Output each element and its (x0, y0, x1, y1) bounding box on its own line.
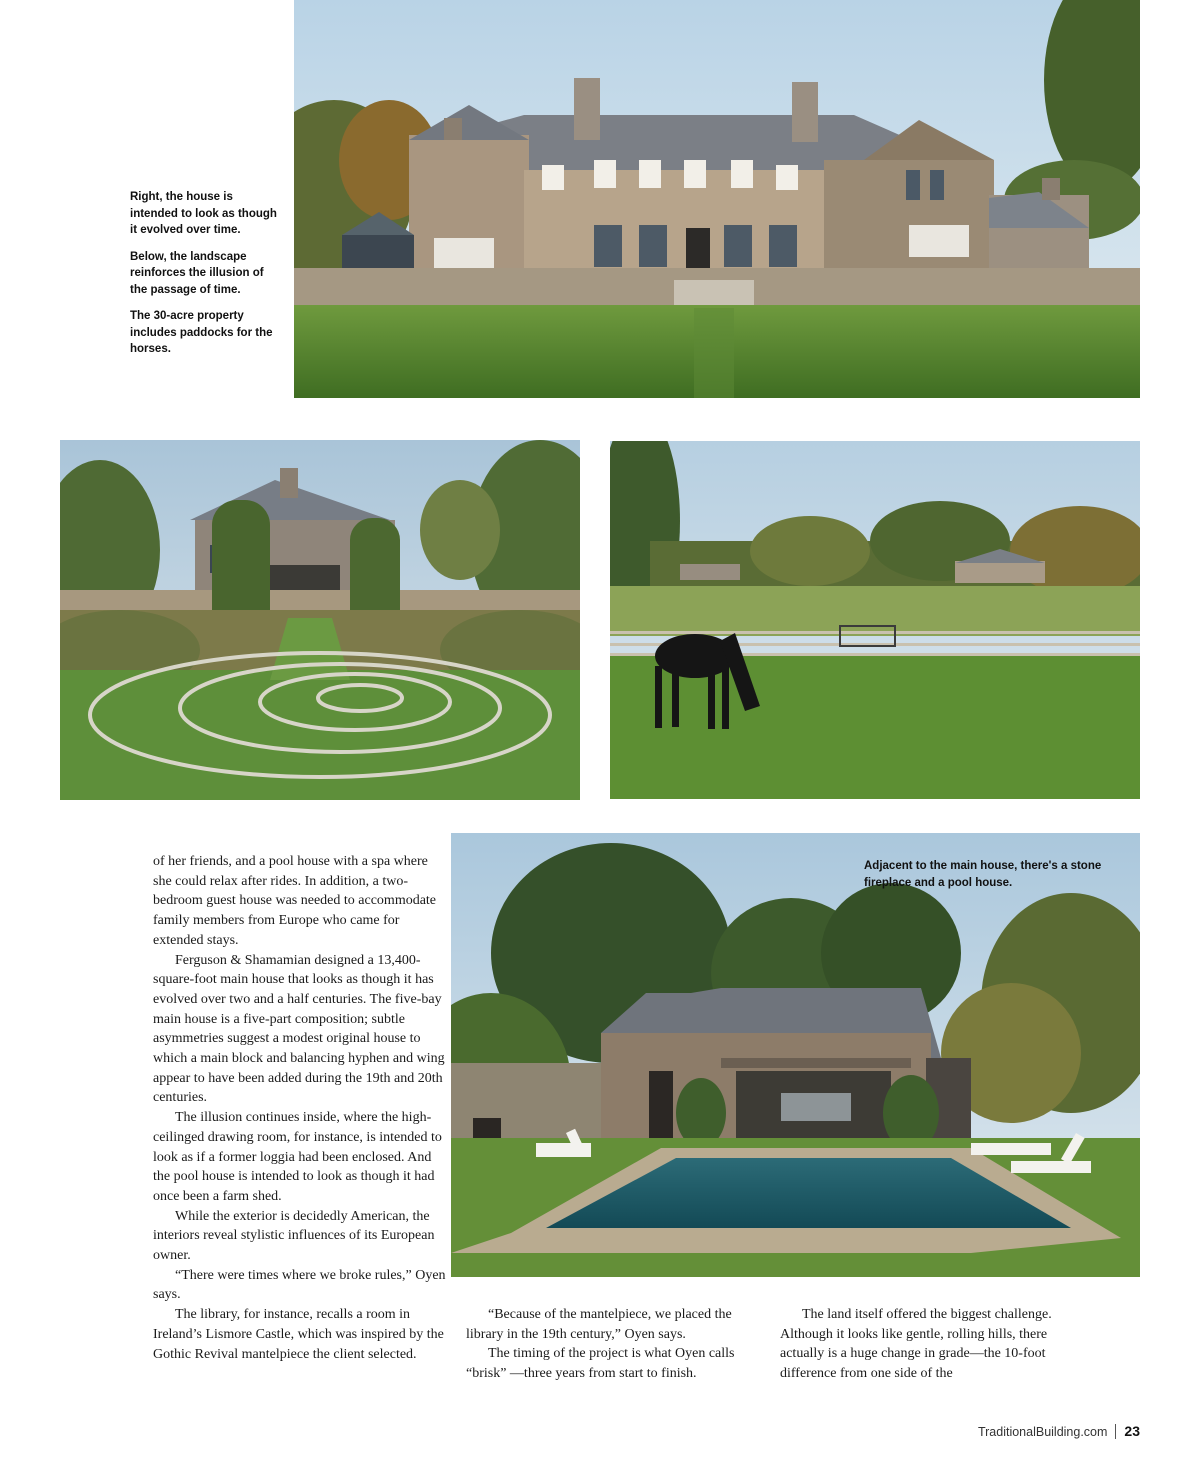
main-house-captions (130, 189, 282, 368)
paragraph: The library, for instance, recalls a room in Ireland’s Lismore Castle, which was inspired by the Gothic Revival mantelpiece the client selected. (153, 1307, 444, 1362)
paragraph: While the exterior is decidedly American, the interiors reveal stylistic influences of its European owner. (153, 1208, 435, 1264)
pool-house-photo (451, 833, 1140, 1277)
page-number: 23 (1124, 1423, 1140, 1439)
footer-website[interactable]: TraditionalBuilding.com (977, 1425, 1108, 1439)
page-footer (978, 1423, 1140, 1441)
paragraph: The illusion continues inside, where the high-ceilinged drawing room, for instance, is intended to look as if a former loggia had been enclosed. And the pool house is intended to look as though it had once been a farm shed. (153, 1110, 442, 1204)
caption-house-evolved: Right, the house is intended to look as though it evolved over time. (130, 191, 277, 236)
paragraph: Ferguson & Shamamian designed a 13,400-square-foot main house that looks as though it has evolved over two and a half centuries. The five-bay main house is a five-part composition; subtle asymmetries suggest a modest original house to which a main block and balancing hyphen and wing appear to have been added during the 19th and 20th centuries. (153, 952, 445, 1106)
caption-property: The 30-acre property includes paddocks for the horses. (130, 310, 273, 355)
article-column-2 (466, 1305, 758, 1384)
spiral-lawn-photo (60, 440, 580, 800)
article-column-1 (153, 852, 449, 1364)
footer-divider (1115, 1424, 1116, 1439)
article-column-3 (780, 1305, 1070, 1384)
main-house-photo (294, 0, 1140, 398)
pool-caption: Adjacent to the main house, there's a stone fireplace and a pool house. (864, 860, 1102, 889)
caption-landscape: Below, the landscape reinforces the illusion of the passage of time. (130, 250, 264, 296)
paragraph: The timing of the project is what Oyen calls “brisk” —three years from start to finish. (466, 1346, 735, 1382)
paragraph: “There were times where we broke rules,” Oyen says. (153, 1267, 446, 1303)
paragraph: of her friends, and a pool house with a spa where she could relax after rides. In addition, a two-bedroom guest house was needed to accommodate family members from Europe who came for extended stays. (153, 854, 437, 948)
paragraph: “Because of the mantelpiece, we placed the library in the 19th century,” Oyen says. (466, 1307, 732, 1342)
paragraph: The land itself offered the biggest challenge. Although it looks like gentle, rolling hills, there actually is a huge change in grade—the 10-foot difference from one side of the (780, 1307, 1052, 1382)
horse-paddock-photo (610, 441, 1140, 799)
